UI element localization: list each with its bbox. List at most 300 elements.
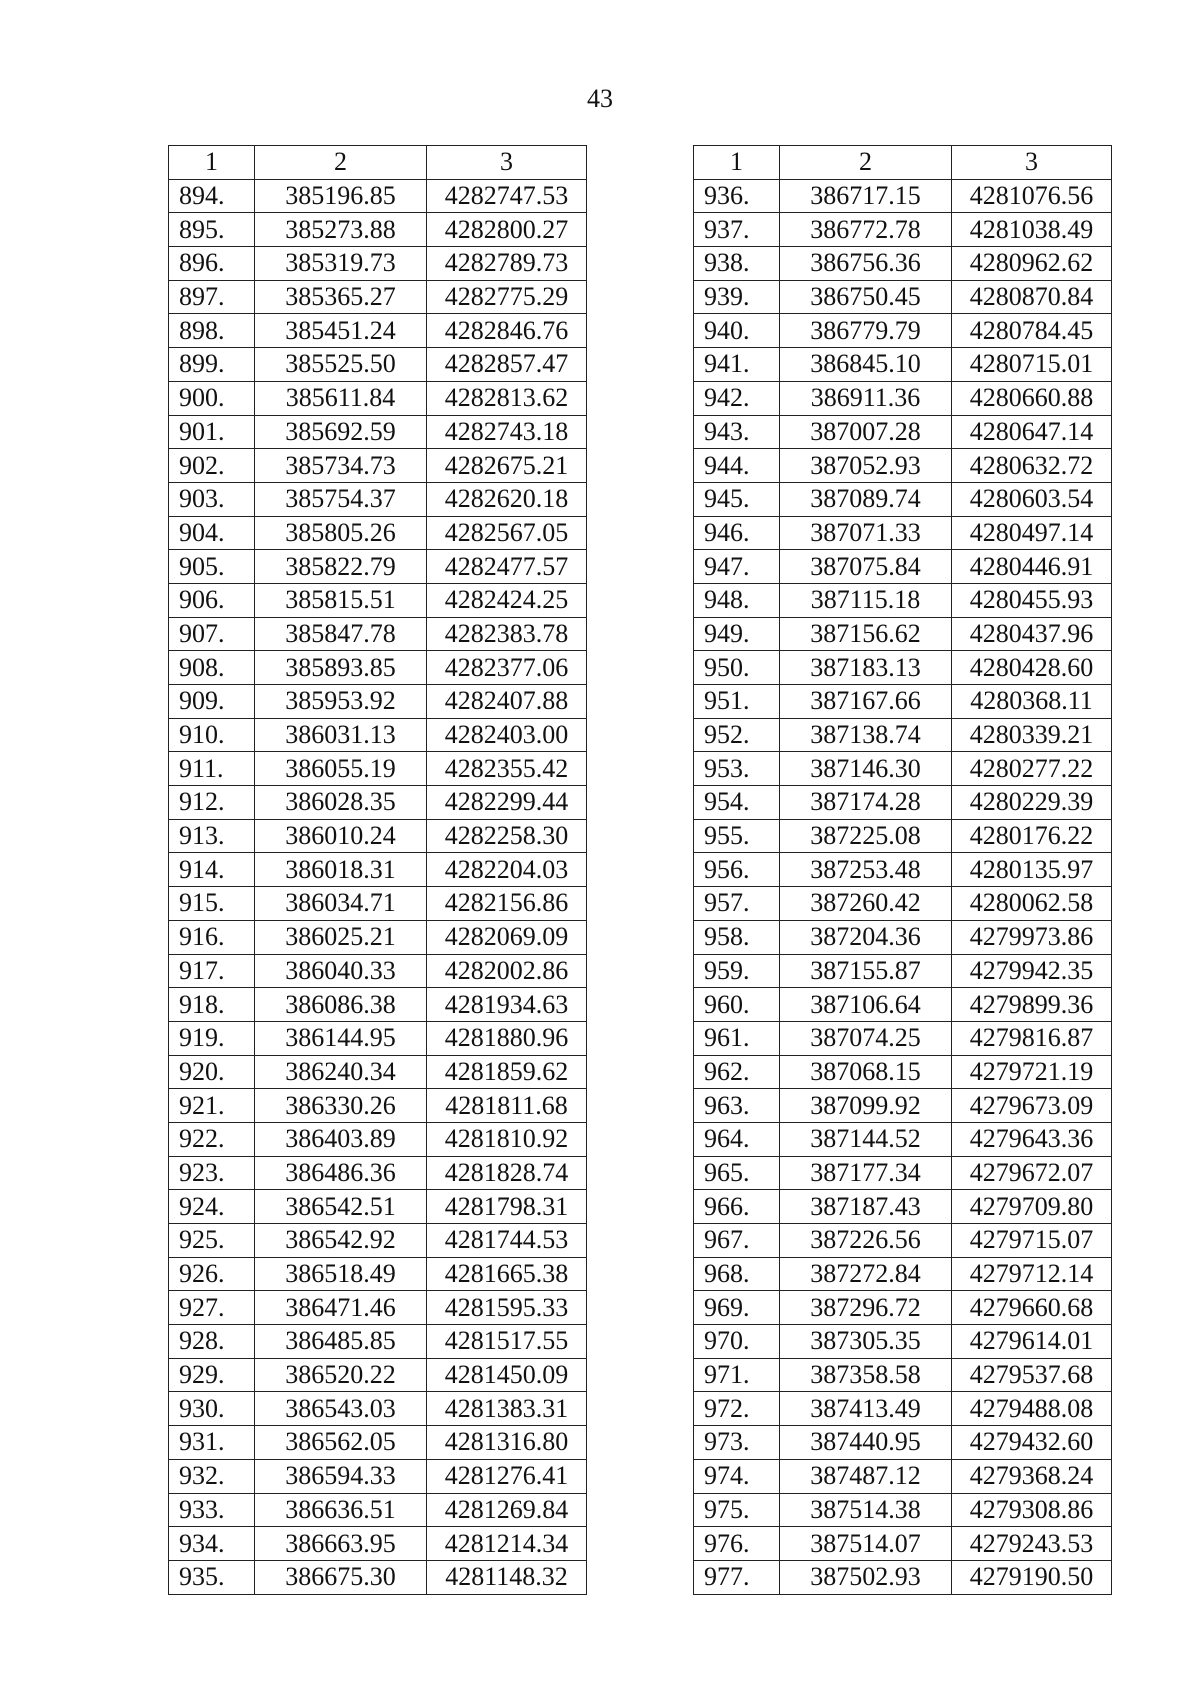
table-row [169,583,587,617]
x-coordinate-cell: 387296.72 [780,1291,952,1325]
y-coordinate-cell: 4282567.05 [427,516,587,550]
column-header-1: 1 [169,146,255,180]
point-number-cell: 922. [169,1122,255,1156]
table-row [169,280,587,314]
y-coordinate-cell: 4281076.56 [952,179,1112,213]
table-row [169,1291,587,1325]
table-row [694,1560,1112,1594]
point-number-cell: 962. [694,1055,780,1089]
x-coordinate-cell: 386028.35 [255,786,427,820]
table-row [169,314,587,348]
table-row [694,685,1112,719]
y-coordinate-cell: 4282407.88 [427,685,587,719]
x-coordinate-cell: 385451.24 [255,314,427,348]
table-row [169,381,587,415]
table-row [169,988,587,1022]
x-coordinate-cell: 386675.30 [255,1560,427,1594]
point-number-cell: 902. [169,449,255,483]
table-row [169,449,587,483]
x-coordinate-cell: 385692.59 [255,415,427,449]
y-coordinate-cell: 4279243.53 [952,1527,1112,1561]
x-coordinate-cell: 387089.74 [780,482,952,516]
table-row [169,718,587,752]
x-coordinate-cell: 386594.33 [255,1459,427,1493]
y-coordinate-cell: 4281880.96 [427,1021,587,1055]
point-number-cell: 951. [694,685,780,719]
table-row [694,1291,1112,1325]
table-row [169,1325,587,1359]
point-number-cell: 917. [169,954,255,988]
table-row [169,1224,587,1258]
y-coordinate-cell: 4279660.68 [952,1291,1112,1325]
y-coordinate-cell: 4279715.07 [952,1224,1112,1258]
point-number-cell: 916. [169,920,255,954]
x-coordinate-cell: 387272.84 [780,1257,952,1291]
table-row [169,819,587,853]
table-row [694,550,1112,584]
point-number-cell: 972. [694,1392,780,1426]
point-number-cell: 953. [694,752,780,786]
table-row [169,685,587,719]
point-number-cell: 911. [169,752,255,786]
point-number-cell: 923. [169,1156,255,1190]
table-row [694,1190,1112,1224]
point-number-cell: 952. [694,718,780,752]
x-coordinate-cell: 386543.03 [255,1392,427,1426]
table-row [694,247,1112,281]
table-row [694,1156,1112,1190]
point-number-cell: 926. [169,1257,255,1291]
point-number-cell: 960. [694,988,780,1022]
table-row [694,179,1112,213]
y-coordinate-cell: 4282775.29 [427,280,587,314]
x-coordinate-cell: 387253.48 [780,853,952,887]
point-number-cell: 941. [694,348,780,382]
x-coordinate-cell: 386025.21 [255,920,427,954]
table-row [694,1055,1112,1089]
point-number-cell: 919. [169,1021,255,1055]
y-coordinate-cell: 4281148.32 [427,1560,587,1594]
point-number-cell: 949. [694,617,780,651]
table-row [694,1392,1112,1426]
point-number-cell: 894. [169,179,255,213]
x-coordinate-cell: 386486.36 [255,1156,427,1190]
point-number-cell: 915. [169,887,255,921]
y-coordinate-cell: 4279643.36 [952,1122,1112,1156]
x-coordinate-cell: 386240.34 [255,1055,427,1089]
y-coordinate-cell: 4282747.53 [427,179,587,213]
point-number-cell: 973. [694,1426,780,1460]
y-coordinate-cell: 4279432.60 [952,1426,1112,1460]
y-coordinate-cell: 4280368.11 [952,685,1112,719]
table-row [169,1459,587,1493]
x-coordinate-cell: 386518.49 [255,1257,427,1291]
y-coordinate-cell: 4280660.88 [952,381,1112,415]
table-row [169,1089,587,1123]
column-header-2: 2 [255,146,427,180]
table-row [169,786,587,820]
x-coordinate-cell: 387052.93 [780,449,952,483]
x-coordinate-cell: 386562.05 [255,1426,427,1460]
table-row [169,920,587,954]
point-number-cell: 968. [694,1257,780,1291]
point-number-cell: 921. [169,1089,255,1123]
point-number-cell: 908. [169,651,255,685]
x-coordinate-cell: 387074.25 [780,1021,952,1055]
table-row [694,1493,1112,1527]
y-coordinate-cell: 4281665.38 [427,1257,587,1291]
point-number-cell: 938. [694,247,780,281]
y-coordinate-cell: 4280455.93 [952,583,1112,617]
x-coordinate-cell: 386717.15 [780,179,952,213]
table-row [169,516,587,550]
table-row [694,954,1112,988]
y-coordinate-cell: 4282377.06 [427,651,587,685]
x-coordinate-cell: 386520.22 [255,1358,427,1392]
x-coordinate-cell: 387204.36 [780,920,952,954]
point-number-cell: 925. [169,1224,255,1258]
point-number-cell: 970. [694,1325,780,1359]
y-coordinate-cell: 4279368.24 [952,1459,1112,1493]
y-coordinate-cell: 4282258.30 [427,819,587,853]
y-coordinate-cell: 4282477.57 [427,550,587,584]
y-coordinate-cell: 4281214.34 [427,1527,587,1561]
point-number-cell: 975. [694,1493,780,1527]
table-row [694,1527,1112,1561]
point-number-cell: 961. [694,1021,780,1055]
y-coordinate-cell: 4279673.09 [952,1089,1112,1123]
table-row [169,247,587,281]
point-number-cell: 930. [169,1392,255,1426]
x-coordinate-cell: 385365.27 [255,280,427,314]
point-number-cell: 904. [169,516,255,550]
x-coordinate-cell: 387177.34 [780,1156,952,1190]
point-number-cell: 971. [694,1358,780,1392]
table-row [169,1190,587,1224]
point-number-cell: 957. [694,887,780,921]
point-number-cell: 967. [694,1224,780,1258]
table-row [694,718,1112,752]
table-row [694,314,1112,348]
point-number-cell: 927. [169,1291,255,1325]
table-row [694,348,1112,382]
x-coordinate-cell: 385273.88 [255,213,427,247]
y-coordinate-cell: 4281383.31 [427,1392,587,1426]
table-row [169,1392,587,1426]
x-coordinate-cell: 387071.33 [780,516,952,550]
point-number-cell: 901. [169,415,255,449]
x-coordinate-cell: 385893.85 [255,651,427,685]
table-row [169,348,587,382]
x-coordinate-cell: 387068.15 [780,1055,952,1089]
table-row [694,482,1112,516]
y-coordinate-cell: 4282813.62 [427,381,587,415]
x-coordinate-cell: 386542.92 [255,1224,427,1258]
x-coordinate-cell: 386040.33 [255,954,427,988]
x-coordinate-cell: 387187.43 [780,1190,952,1224]
y-coordinate-cell: 4282069.09 [427,920,587,954]
point-number-cell: 924. [169,1190,255,1224]
x-coordinate-cell: 387440.95 [780,1426,952,1460]
point-number-cell: 940. [694,314,780,348]
point-number-cell: 959. [694,954,780,988]
table-row [169,1055,587,1089]
point-number-cell: 963. [694,1089,780,1123]
point-number-cell: 912. [169,786,255,820]
table-row [694,887,1112,921]
y-coordinate-cell: 4280277.22 [952,752,1112,786]
y-coordinate-cell: 4281595.33 [427,1291,587,1325]
x-coordinate-cell: 387106.64 [780,988,952,1022]
table-row [169,1021,587,1055]
y-coordinate-cell: 4282857.47 [427,348,587,382]
y-coordinate-cell: 4282403.00 [427,718,587,752]
x-coordinate-cell: 387156.62 [780,617,952,651]
point-number-cell: 946. [694,516,780,550]
table-row [694,1257,1112,1291]
point-number-cell: 966. [694,1190,780,1224]
table-row [169,651,587,685]
point-number-cell: 964. [694,1122,780,1156]
table-row [694,516,1112,550]
y-coordinate-cell: 4282675.21 [427,449,587,483]
y-coordinate-cell: 4279899.36 [952,988,1112,1022]
y-coordinate-cell: 4279973.86 [952,920,1112,954]
x-coordinate-cell: 386845.10 [780,348,952,382]
x-coordinate-cell: 387226.56 [780,1224,952,1258]
x-coordinate-cell: 385319.73 [255,247,427,281]
x-coordinate-cell: 386750.45 [780,280,952,314]
table-row [694,1459,1112,1493]
y-coordinate-cell: 4282743.18 [427,415,587,449]
point-number-cell: 909. [169,685,255,719]
y-coordinate-cell: 4281810.92 [427,1122,587,1156]
x-coordinate-cell: 387155.87 [780,954,952,988]
x-coordinate-cell: 386663.95 [255,1527,427,1561]
column-header-3: 3 [427,146,587,180]
page-number: 43 [587,84,613,113]
point-number-cell: 918. [169,988,255,1022]
table-row [169,1527,587,1561]
x-coordinate-cell: 387502.93 [780,1560,952,1594]
table-row [694,1224,1112,1258]
table-row [694,415,1112,449]
point-number-cell: 895. [169,213,255,247]
x-coordinate-cell: 385525.50 [255,348,427,382]
point-number-cell: 965. [694,1156,780,1190]
x-coordinate-cell: 386086.38 [255,988,427,1022]
y-coordinate-cell: 4279308.86 [952,1493,1112,1527]
point-number-cell: 954. [694,786,780,820]
table-row [169,853,587,887]
point-number-cell: 939. [694,280,780,314]
y-coordinate-cell: 4279488.08 [952,1392,1112,1426]
x-coordinate-cell: 387007.28 [780,415,952,449]
table-header-row [694,146,1112,180]
x-coordinate-cell: 387075.84 [780,550,952,584]
x-coordinate-cell: 386471.46 [255,1291,427,1325]
table-row [694,1122,1112,1156]
table-row [694,583,1112,617]
y-coordinate-cell: 4281798.31 [427,1190,587,1224]
table-row [169,1156,587,1190]
y-coordinate-cell: 4279816.87 [952,1021,1112,1055]
point-number-cell: 932. [169,1459,255,1493]
point-number-cell: 920. [169,1055,255,1089]
table-row [694,449,1112,483]
point-number-cell: 931. [169,1426,255,1460]
table-row [169,1122,587,1156]
y-coordinate-cell: 4280135.97 [952,853,1112,887]
point-number-cell: 945. [694,482,780,516]
y-coordinate-cell: 4282800.27 [427,213,587,247]
x-coordinate-cell: 386403.89 [255,1122,427,1156]
x-coordinate-cell: 387167.66 [780,685,952,719]
point-number-cell: 947. [694,550,780,584]
x-coordinate-cell: 385953.92 [255,685,427,719]
y-coordinate-cell: 4281038.49 [952,213,1112,247]
point-number-cell: 937. [694,213,780,247]
table-row [169,179,587,213]
y-coordinate-cell: 4280229.39 [952,786,1112,820]
point-number-cell: 948. [694,583,780,617]
point-number-cell: 976. [694,1527,780,1561]
point-number-cell: 942. [694,381,780,415]
point-number-cell: 907. [169,617,255,651]
table-row [169,213,587,247]
table-row [169,1358,587,1392]
point-number-cell: 897. [169,280,255,314]
coordinates-table-right [693,145,1112,1595]
x-coordinate-cell: 387144.52 [780,1122,952,1156]
y-coordinate-cell: 4281744.53 [427,1224,587,1258]
table-row [694,819,1112,853]
point-number-cell: 958. [694,920,780,954]
x-coordinate-cell: 387146.30 [780,752,952,786]
y-coordinate-cell: 4282383.78 [427,617,587,651]
y-coordinate-cell: 4282204.03 [427,853,587,887]
point-number-cell: 974. [694,1459,780,1493]
y-coordinate-cell: 4280603.54 [952,482,1112,516]
table-row [169,1493,587,1527]
x-coordinate-cell: 387115.18 [780,583,952,617]
x-coordinate-cell: 386031.13 [255,718,427,752]
table-row [694,1021,1112,1055]
y-coordinate-cell: 4281828.74 [427,1156,587,1190]
y-coordinate-cell: 4279721.19 [952,1055,1112,1089]
table-row [694,920,1112,954]
y-coordinate-cell: 4281276.41 [427,1459,587,1493]
point-number-cell: 913. [169,819,255,853]
y-coordinate-cell: 4281450.09 [427,1358,587,1392]
table-row [169,1257,587,1291]
x-coordinate-cell: 387514.07 [780,1527,952,1561]
x-coordinate-cell: 387487.12 [780,1459,952,1493]
x-coordinate-cell: 387099.92 [780,1089,952,1123]
point-number-cell: 956. [694,853,780,887]
table-row [694,1325,1112,1359]
y-coordinate-cell: 4281269.84 [427,1493,587,1527]
table-row [694,853,1112,887]
x-coordinate-cell: 387225.08 [780,819,952,853]
y-coordinate-cell: 4282355.42 [427,752,587,786]
point-number-cell: 910. [169,718,255,752]
x-coordinate-cell: 386330.26 [255,1089,427,1123]
table-row [694,786,1112,820]
table-row [694,617,1112,651]
x-coordinate-cell: 385815.51 [255,583,427,617]
y-coordinate-cell: 4281517.55 [427,1325,587,1359]
x-coordinate-cell: 386779.79 [780,314,952,348]
x-coordinate-cell: 386018.31 [255,853,427,887]
y-coordinate-cell: 4282789.73 [427,247,587,281]
x-coordinate-cell: 386485.85 [255,1325,427,1359]
point-number-cell: 906. [169,583,255,617]
x-coordinate-cell: 386772.78 [780,213,952,247]
y-coordinate-cell: 4281859.62 [427,1055,587,1089]
y-coordinate-cell: 4280647.14 [952,415,1112,449]
y-coordinate-cell: 4280176.22 [952,819,1112,853]
y-coordinate-cell: 4280437.96 [952,617,1112,651]
point-number-cell: 969. [694,1291,780,1325]
y-coordinate-cell: 4280339.21 [952,718,1112,752]
x-coordinate-cell: 385822.79 [255,550,427,584]
table-row [694,1089,1112,1123]
y-coordinate-cell: 4280962.62 [952,247,1112,281]
x-coordinate-cell: 386636.51 [255,1493,427,1527]
x-coordinate-cell: 387514.38 [780,1493,952,1527]
table-header-row [169,146,587,180]
table-row [169,617,587,651]
point-number-cell: 934. [169,1527,255,1561]
y-coordinate-cell: 4280784.45 [952,314,1112,348]
point-number-cell: 933. [169,1493,255,1527]
table-row [169,415,587,449]
x-coordinate-cell: 385611.84 [255,381,427,415]
y-coordinate-cell: 4279942.35 [952,954,1112,988]
y-coordinate-cell: 4281811.68 [427,1089,587,1123]
point-number-cell: 944. [694,449,780,483]
table-row [169,752,587,786]
point-number-cell: 905. [169,550,255,584]
y-coordinate-cell: 4280632.72 [952,449,1112,483]
table-row [694,988,1112,1022]
column-header-1: 1 [694,146,780,180]
y-coordinate-cell: 4281934.63 [427,988,587,1022]
table-row [169,887,587,921]
table-row [169,1560,587,1594]
point-number-cell: 935. [169,1560,255,1594]
y-coordinate-cell: 4282620.18 [427,482,587,516]
x-coordinate-cell: 387305.35 [780,1325,952,1359]
point-number-cell: 977. [694,1560,780,1594]
point-number-cell: 914. [169,853,255,887]
point-number-cell: 898. [169,314,255,348]
y-coordinate-cell: 4280715.01 [952,348,1112,382]
x-coordinate-cell: 387260.42 [780,887,952,921]
x-coordinate-cell: 386055.19 [255,752,427,786]
x-coordinate-cell: 385805.26 [255,516,427,550]
point-number-cell: 936. [694,179,780,213]
y-coordinate-cell: 4279190.50 [952,1560,1112,1594]
table-row [694,752,1112,786]
y-coordinate-cell: 4280497.14 [952,516,1112,550]
x-coordinate-cell: 386034.71 [255,887,427,921]
x-coordinate-cell: 385196.85 [255,179,427,213]
x-coordinate-cell: 387174.28 [780,786,952,820]
y-coordinate-cell: 4280446.91 [952,550,1112,584]
x-coordinate-cell: 386756.36 [780,247,952,281]
